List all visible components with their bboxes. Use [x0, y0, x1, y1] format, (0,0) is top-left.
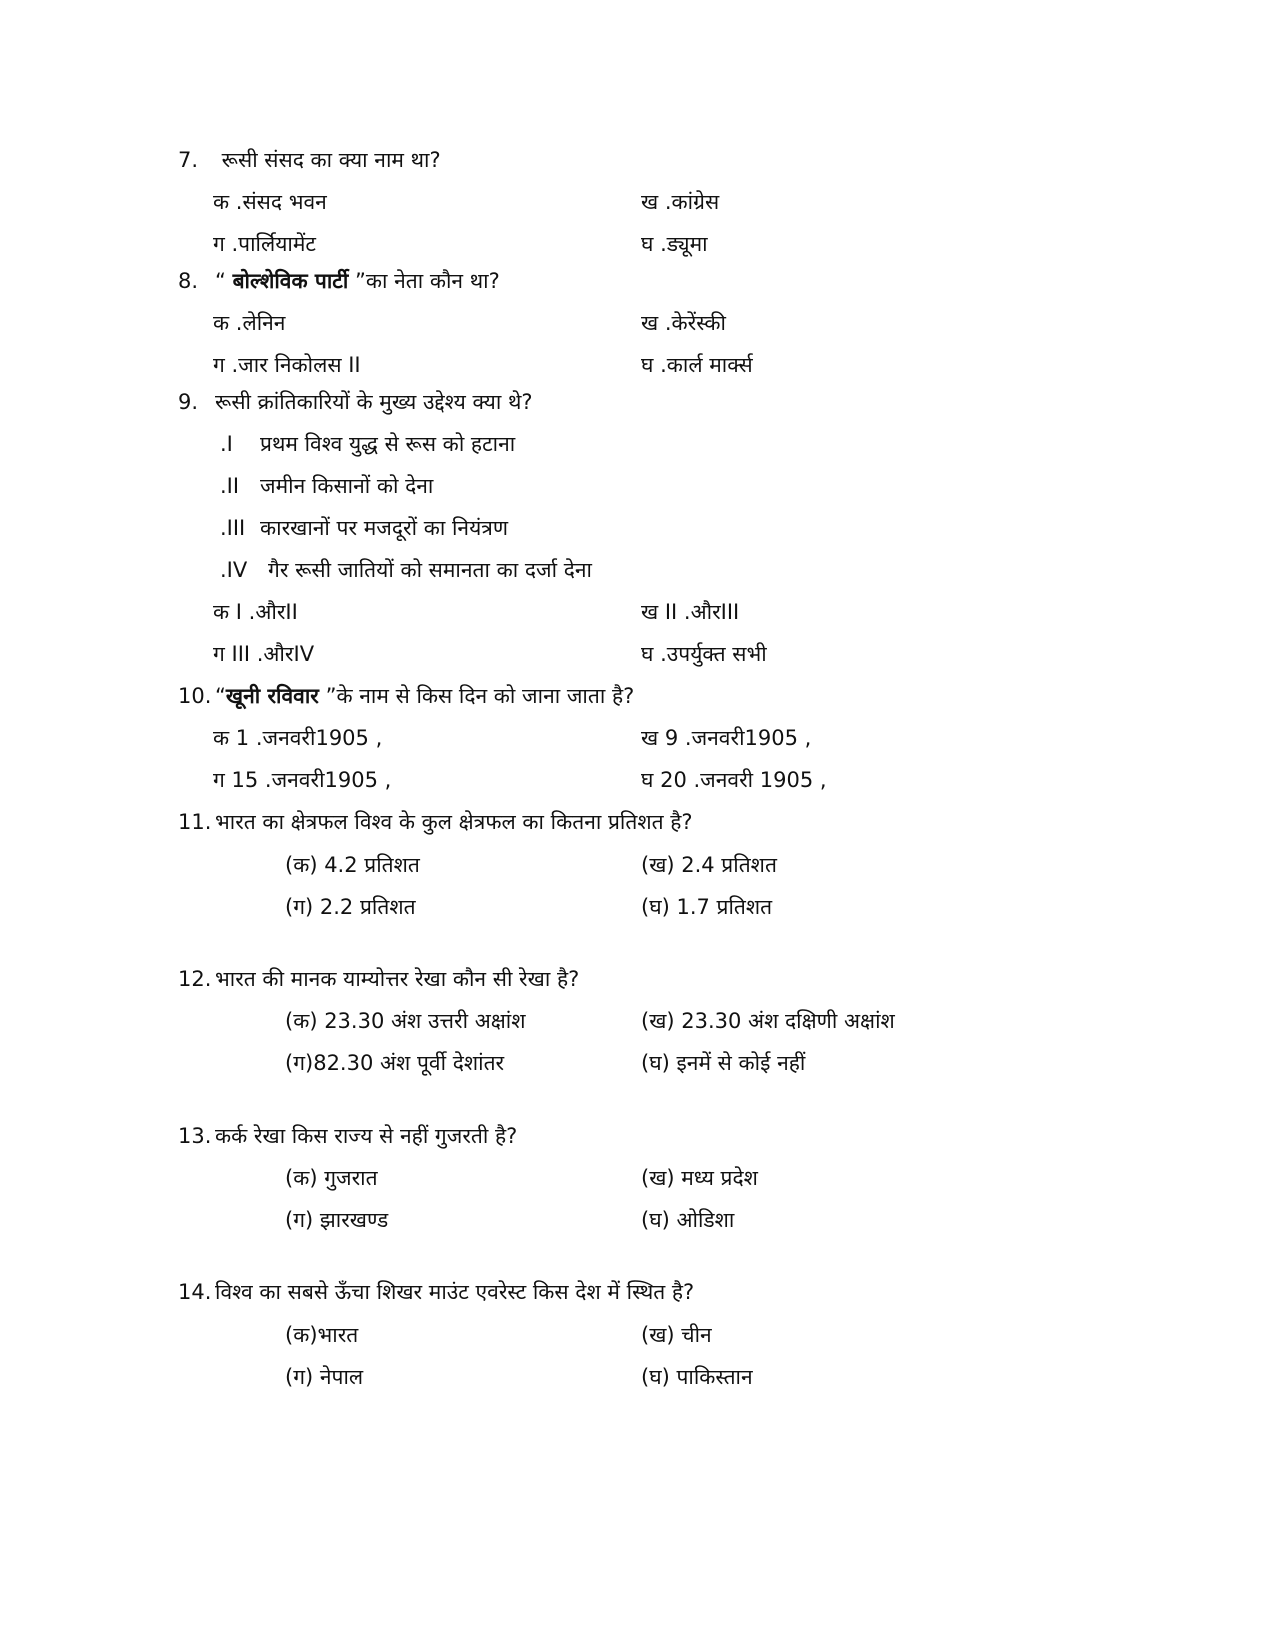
option-ga: ग .पार्लियामेंट — [213, 232, 316, 256]
question-number: 9. — [178, 390, 199, 414]
statement-4 — [220, 560, 592, 581]
option-gha: (घ) ओडिशा — [641, 1208, 735, 1232]
question-10 — [178, 686, 634, 707]
question-text: भारत का क्षेत्रफल विश्व के कुल क्षेत्रफल का कितना प्रतिशत है? — [215, 810, 693, 834]
question-text: रूसी क्रांतिकारियों के मुख्य उद्देश्य क्या थे? — [215, 390, 533, 414]
option-ga: (ग) झारखण्ड — [285, 1208, 389, 1232]
option-kha: ख .कांग्रेस — [641, 190, 720, 214]
question-number: 14. — [178, 1280, 212, 1304]
option-kha: ख II .औरIII — [641, 600, 740, 624]
question-number: 10. — [178, 684, 212, 708]
statement-label: .III — [220, 516, 246, 540]
option-kha: (ख) 2.4 प्रतिशत — [641, 853, 777, 877]
statement-label: .IV — [220, 558, 248, 582]
option-gha: घ 20 .जनवरी 1905 , — [641, 768, 827, 792]
question-text-post: ”का नेता कौन था? — [348, 269, 500, 293]
option-ga: ग III .औरIV — [213, 642, 315, 666]
option-kha: ख .केरेंस्की — [641, 311, 726, 335]
question-text-pre: “ — [215, 684, 226, 708]
question-text: कर्क रेखा किस राज्य से नहीं गुजरती है? — [215, 1124, 518, 1148]
option-kha: (ख) मध्य प्रदेश — [641, 1166, 758, 1190]
option-gha: (घ) पाकिस्तान — [641, 1365, 753, 1389]
question-8 — [178, 271, 500, 292]
option-ka: क .लेनिन — [213, 311, 286, 335]
question-9 — [178, 392, 533, 413]
question-number: 7. — [178, 148, 199, 172]
option-ga: (ग) नेपाल — [285, 1365, 364, 1389]
question-text-bold: बोल्शेविक पार्टी — [232, 269, 349, 293]
statement-2 — [220, 476, 433, 497]
question-text-post: ”के नाम से किस दिन को जाना जाता है? — [318, 684, 635, 708]
statement-text: कारखानों पर मजदूरों का नियंत्रण — [260, 516, 509, 540]
option-kha: ख 9 .जनवरी1905 , — [641, 726, 812, 750]
statement-text: प्रथम विश्व युद्ध से रूस को हटाना — [260, 432, 516, 456]
question-7 — [178, 150, 441, 171]
statement-1 — [220, 434, 515, 455]
statement-3 — [220, 518, 508, 539]
option-ka: क 1 .जनवरी1905 , — [213, 726, 383, 750]
question-11 — [178, 812, 693, 833]
option-kha: (ख) 23.30 अंश दक्षिणी अक्षांश — [641, 1009, 895, 1033]
option-ka: (क)भारत — [285, 1323, 359, 1347]
option-gha: घ .ड्यूमा — [641, 232, 708, 256]
statement-text: जमीन किसानों को देना — [260, 474, 434, 498]
question-12 — [178, 969, 579, 990]
question-text: भारत की मानक याम्योत्तर रेखा कौन सी रेखा है? — [215, 967, 580, 991]
option-ga: ग .जार निकोलस II — [213, 353, 361, 377]
statement-text: गैर रूसी जातियों को समानता का दर्जा देना — [268, 558, 592, 582]
option-kha: (ख) चीन — [641, 1323, 712, 1347]
question-14 — [178, 1282, 694, 1303]
option-gha: (घ) इनमें से कोई नहीं — [641, 1051, 806, 1075]
option-ga: ग 15 .जनवरी1905 , — [213, 768, 392, 792]
option-ga: (ग)82.30 अंश पूर्वी देशांतर — [285, 1051, 505, 1075]
option-ka: क I .औरII — [213, 600, 298, 624]
option-gha: घ .कार्ल मार्क्स — [641, 353, 753, 377]
option-gha: (घ) 1.7 प्रतिशत — [641, 895, 773, 919]
option-gha: घ .उपर्युक्त सभी — [641, 642, 767, 666]
question-text: रूसी संसद का क्या नाम था? — [215, 148, 441, 172]
question-number: 13. — [178, 1124, 212, 1148]
option-ga: (ग) 2.2 प्रतिशत — [285, 895, 416, 919]
option-ka: (क) गुजरात — [285, 1166, 378, 1190]
statement-label: .I — [220, 432, 233, 456]
question-13 — [178, 1126, 517, 1147]
question-number: 8. — [178, 269, 199, 293]
statement-label: .II — [220, 474, 240, 498]
option-ka: (क) 4.2 प्रतिशत — [285, 853, 420, 877]
question-number: 11. — [178, 810, 212, 834]
question-number: 12. — [178, 967, 212, 991]
question-text-bold: खूनी रविवार — [225, 684, 319, 708]
option-ka: (क) 23.30 अंश उत्तरी अक्षांश — [285, 1009, 526, 1033]
option-ka: क .संसद भवन — [213, 190, 327, 214]
question-text: विश्व का सबसे ऊँचा शिखर माउंट एवरेस्ट किस देश में स्थित है? — [215, 1280, 695, 1304]
question-text-pre: “ — [215, 269, 233, 293]
